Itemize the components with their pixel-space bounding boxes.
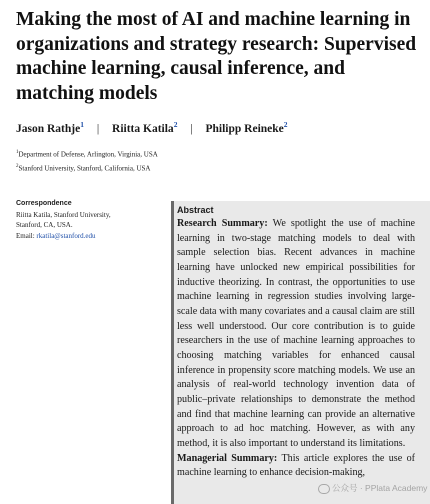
affiliation-marker: 2 — [173, 120, 178, 129]
author-separator: | — [190, 122, 193, 135]
affiliation-number: 1 — [16, 150, 19, 155]
author-list — [16, 120, 288, 135]
managerial-summary — [177, 452, 415, 481]
paper-title: Making the most of AI and machine learning in organizations and strategy research: Supervised machine learning, causal inference, and matching models — [16, 9, 417, 104]
affiliation-text: Stanford University, Stanford, California, USA — [18, 164, 151, 173]
author-name[interactable]: Jason Rathje — [16, 122, 81, 135]
watermark — [318, 482, 427, 494]
research-summary-label: Research Summary: — [177, 218, 268, 229]
correspondence-block — [16, 199, 161, 241]
author-name[interactable]: Philipp Reineke — [205, 122, 284, 135]
abstract-content — [177, 204, 415, 481]
correspondence-email — [16, 231, 161, 242]
abstract-heading: Abstract — [177, 205, 214, 215]
affiliation-2 — [16, 164, 150, 172]
correspondence-line: Stanford, CA, USA. — [16, 221, 73, 229]
email-link[interactable]: rkatila@stanford.edu — [36, 231, 96, 240]
research-summary-text: We spotlight the use of machine learning in two-stage matching models to deal with sample selection bias. Recent advances in machine learning have unlocked new empirical possibilities for inductive theorizing. In contrast, the opportunities to use machine learning in regression studies involving large-scale data with many covariates and a causal claim are still less well understood. Our core contribution is to guide researchers in the use of machine learning approaches to choosing matching variables for enhanced causal inference in propensity score matching models. We use an analysis of real-world technology invention data of public–private relationships to demonstrate the method and find that machine learning can provide an alternative approach to ad hoc matching. However, as with any method, it is also important to understand its limitations. — [177, 218, 415, 449]
correspondence-heading: Correspondence — [16, 200, 72, 207]
affiliation-text: Department of Defense, Arlington, Virginia, USA — [18, 150, 158, 159]
correspondence-line: Riitta Katila, Stanford University, — [16, 210, 111, 219]
managerial-summary-text: This article explores the use of machine learning to enhance decision-making, — [177, 452, 416, 479]
email-label: Email: — [16, 231, 35, 240]
watermark-text: 公众号 · PPlata Academy — [332, 483, 428, 493]
research-summary — [177, 217, 415, 452]
affiliation-marker: 1 — [80, 120, 84, 129]
affiliation-number: 2 — [16, 164, 19, 169]
wechat-icon — [318, 484, 330, 494]
author-separator: | — [96, 122, 100, 135]
affiliation-1 — [16, 150, 158, 158]
managerial-summary-label: Managerial Summary: — [177, 452, 278, 464]
affiliation-marker: 2 — [283, 120, 288, 129]
author-name[interactable]: Riitta Katila — [112, 122, 174, 135]
